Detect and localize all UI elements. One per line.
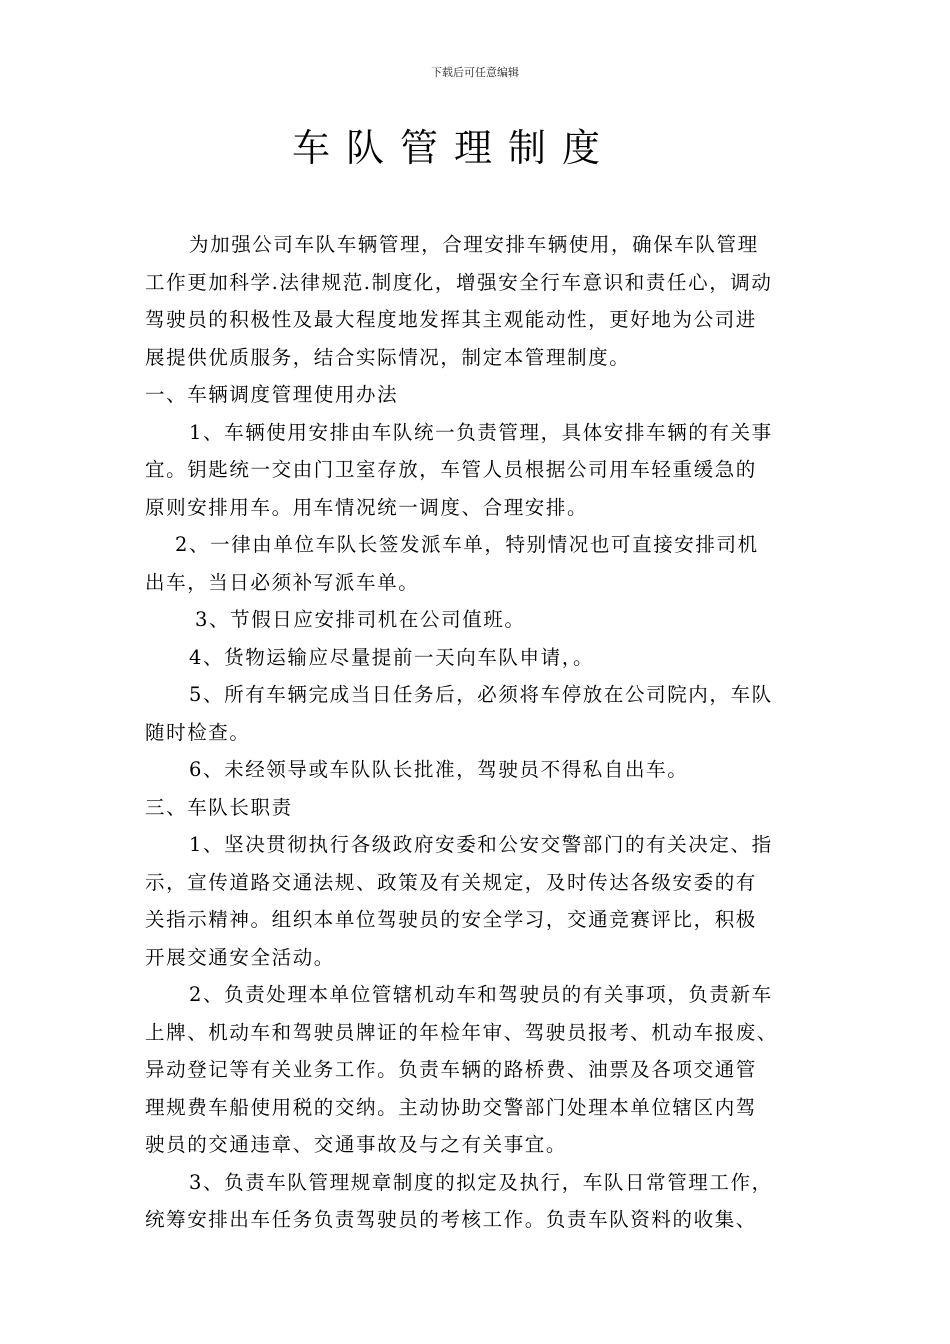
paragraph-line: 1、坚决贯彻执行各级政府安委和公安交警部门的有关决定、指 [189, 833, 773, 856]
paragraph-line: 关指示精神。组织本单位驾驶员的安全学习，交通竞赛评比，积极 [145, 908, 757, 931]
paragraph-line: 2、负责处理本单位管辖机动车和驾驶员的有关事项，负责新车 [189, 983, 773, 1006]
paragraph-line: 2、一律由单位车队长签发派车单，特别情况也可直接安排司机 [175, 533, 759, 556]
paragraph-line: 统筹安排出车任务负责驾驶员的考核工作。负责车队资料的收集、 [145, 1208, 757, 1231]
paragraph-line: 驶员的交通违章、交通事故及与之有关事宜。 [145, 1133, 568, 1156]
document-body [145, 226, 810, 1239]
paragraph-line: 展提供优质服务，结合实际情况，制定本管理制度。 [145, 345, 631, 369]
section-heading: 一、车辆调度管理使用办法 [145, 383, 399, 406]
paragraph-line: 上牌、机动车和驾驶员牌证的年检年审、驾驶员报考、机动车报废、 [145, 1020, 779, 1044]
document-title: 车队管理制度 [292, 126, 617, 170]
paragraph-line: 出车，当日必须补写派车单。 [145, 570, 420, 594]
paragraph-line: 1、车辆使用安排由车队统一负责管理，具体安排车辆的有关事 [189, 420, 773, 444]
paragraph-line: 原则安排用车。用车情况统一调度、合理安排。 [145, 495, 589, 519]
header-note: 下载后可任意编辑 [431, 66, 519, 79]
paragraph-line: 5、所有车辆完成当日任务后，必须将车停放在公司院内，车队 [189, 683, 773, 706]
paragraph-line: 4、货物运输应尽量提前一天向车队申请，。 [189, 645, 595, 669]
paragraph-line: 工作更加科学.法律规范.制度化，增强安全行车意识和责任心，调动 [145, 270, 773, 294]
paragraph-line: 宜。钥匙统一交由门卫室存放，车管人员根据公司用车轻重缓急的 [145, 458, 757, 481]
paragraph-line: 3、负责车队管理规章制度的拟定及执行，车队日常管理工作， [189, 1170, 773, 1194]
section-heading: 三、车队长职责 [145, 795, 293, 819]
paragraph-line: 理规费车船使用税的交纳。主动协助交警部门处理本单位辖区内驾 [145, 1095, 757, 1119]
paragraph-line: 3、节假日应安排司机在公司值班。 [195, 608, 526, 631]
paragraph-line: 为加强公司车队车辆管理，合理安排车辆使用，确保车队管理 [189, 233, 759, 256]
paragraph-line: 随时检查。 [145, 720, 251, 744]
paragraph-line: 异动登记等有关业务工作。负责车辆的路桥费、油票及各项交通管 [145, 1058, 757, 1081]
paragraph-line: 示，宣传道路交通法规、政策及有关规定，及时传达各级安委的有 [145, 870, 757, 894]
paragraph-line: 6、未经领导或车队队长批准，驾驶员不得私自出车。 [189, 758, 689, 781]
paragraph-line: 开展交通安全活动。 [145, 945, 335, 969]
paragraph-line: 驾驶员的积极性及最大程度地发挥其主观能动性，更好地为公司进 [145, 308, 757, 331]
